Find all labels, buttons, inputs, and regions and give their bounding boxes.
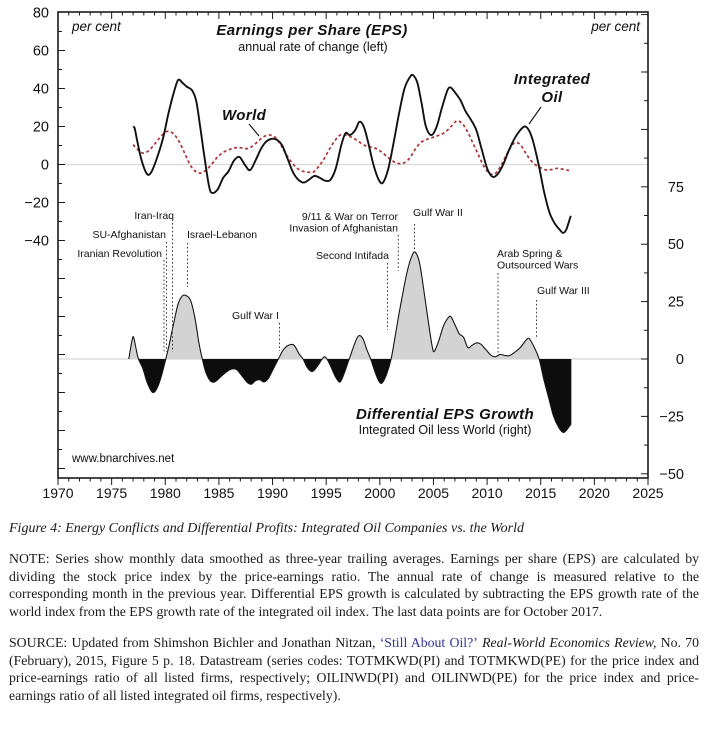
source-rest: No. 70 (February), 2015, Figure 5 p. 18. Datastream (series codes: TOTMKWD(PI) and TOTMKWD(PE) for the price index and price-earnings ratio of all listed firms, respectively; OILINWD(PI) and OILINWD(PE) for the price index and price-earnings ratio of all listed integrated oil firms, respectively). [9, 634, 700, 704]
x-axis-label: 1990 [256, 485, 289, 501]
right-axis-label: 25 [667, 294, 684, 311]
left-axis-label: −20 [24, 195, 49, 212]
annotation-gulf-war-2: Gulf War II [413, 207, 463, 219]
left-axis-label: 0 [40, 157, 49, 174]
left-axis-label: 60 [32, 43, 49, 60]
x-axis-label: 1970 [42, 485, 74, 501]
source-paragraph [0, 634, 707, 705]
world-pointer-line [249, 124, 259, 136]
x-axis-label: 2000 [364, 485, 396, 501]
source-journal: Real-World Economics Review, [477, 634, 657, 650]
x-axis-label: 1995 [310, 485, 342, 501]
x-axis-label: 1985 [203, 485, 235, 501]
right-axis-label: −50 [659, 466, 684, 483]
world-series-label: World [222, 107, 267, 124]
differential-subtitle: Integrated Oil less World (right) [358, 423, 532, 437]
right-axis-label: 75 [667, 179, 684, 196]
x-axis-label: 2025 [632, 485, 664, 501]
right-axis-label: 0 [675, 352, 684, 368]
annotation-second-intifada: Second Intifada [316, 250, 389, 262]
chart-title: Earnings per Share (EPS) [216, 22, 408, 39]
differential-title: Differential EPS Growth [355, 406, 535, 423]
annotation-israel-lebanon: Israel-Lebanon [187, 229, 258, 241]
annotation-gulf-war-3: Gulf War III [537, 285, 590, 297]
x-axis-label: 2015 [525, 485, 557, 501]
per-cent-right-label: per cent [591, 19, 640, 34]
per-cent-left-label: per cent [72, 19, 121, 34]
x-axis-label: 1975 [96, 485, 128, 501]
annotation-nine-eleven-war-on-terror: 9/11 & War on Terror [301, 211, 398, 223]
figure-caption: Figure 4: Energy Conflicts and Differential Profits: Integrated Oil Companies vs. the World [9, 521, 524, 536]
x-axis-label: 1980 [149, 485, 181, 501]
right-axis-label: −25 [659, 409, 684, 426]
annotation-iran-iraq: Iran-Iraq [134, 210, 174, 222]
chart-subtitle: annual rate of change (left) [238, 40, 388, 54]
integrated-oil-series-label: Integrated [513, 71, 591, 88]
integrated-oil-pointer-line [529, 107, 541, 124]
annotation-arab-spring: Outsourced Wars [497, 259, 579, 272]
right-axis-label: 50 [667, 237, 684, 254]
source-link[interactable]: ‘Still About Oil?’ [379, 634, 478, 650]
integrated-oil-line [133, 75, 571, 233]
source-prefix: SOURCE: Updated from Shimshon Bichler and Jonathan Nitzan, [9, 634, 380, 650]
annotation-su-afghanistan: SU-Afghanistan [92, 229, 166, 241]
annotation-nine-eleven-war-on-terror: Invasion of Afghanistan [289, 222, 398, 235]
left-axis-label: 80 [32, 5, 49, 22]
left-axis-label: −40 [24, 233, 49, 250]
left-axis-label: 40 [32, 81, 49, 98]
integrated-oil-series-label-line2: Oil [541, 89, 563, 106]
annotation-arab-spring: Arab Spring & [497, 248, 563, 260]
event-annotations [77, 207, 589, 355]
annotation-iranian-revolution: Iranian Revolution [77, 248, 162, 260]
note-paragraph: NOTE: Series show monthly data smoothed as three-year trailing averages. Earnings per share (EPS) are calculated by dividing the stock price index by the price-earnings ratio. The annual rate of change is measured relative to the corresponding month in the previous year. Differential EPS growth is calculated by subtracting the EPS growth rate of the world index from the EPS growth rate of the integrated oil index. The last data points are for October 2017. [9, 551, 699, 620]
x-axis-label: 2020 [578, 485, 610, 501]
annotation-gulf-war-1: Gulf War I [232, 310, 279, 322]
x-axis-label: 2005 [417, 485, 450, 501]
watermark-url: www.bnarchives.net [72, 453, 175, 465]
x-axis-label: 2010 [471, 485, 503, 501]
world-line [133, 121, 571, 175]
left-axis-label: 20 [32, 119, 49, 136]
